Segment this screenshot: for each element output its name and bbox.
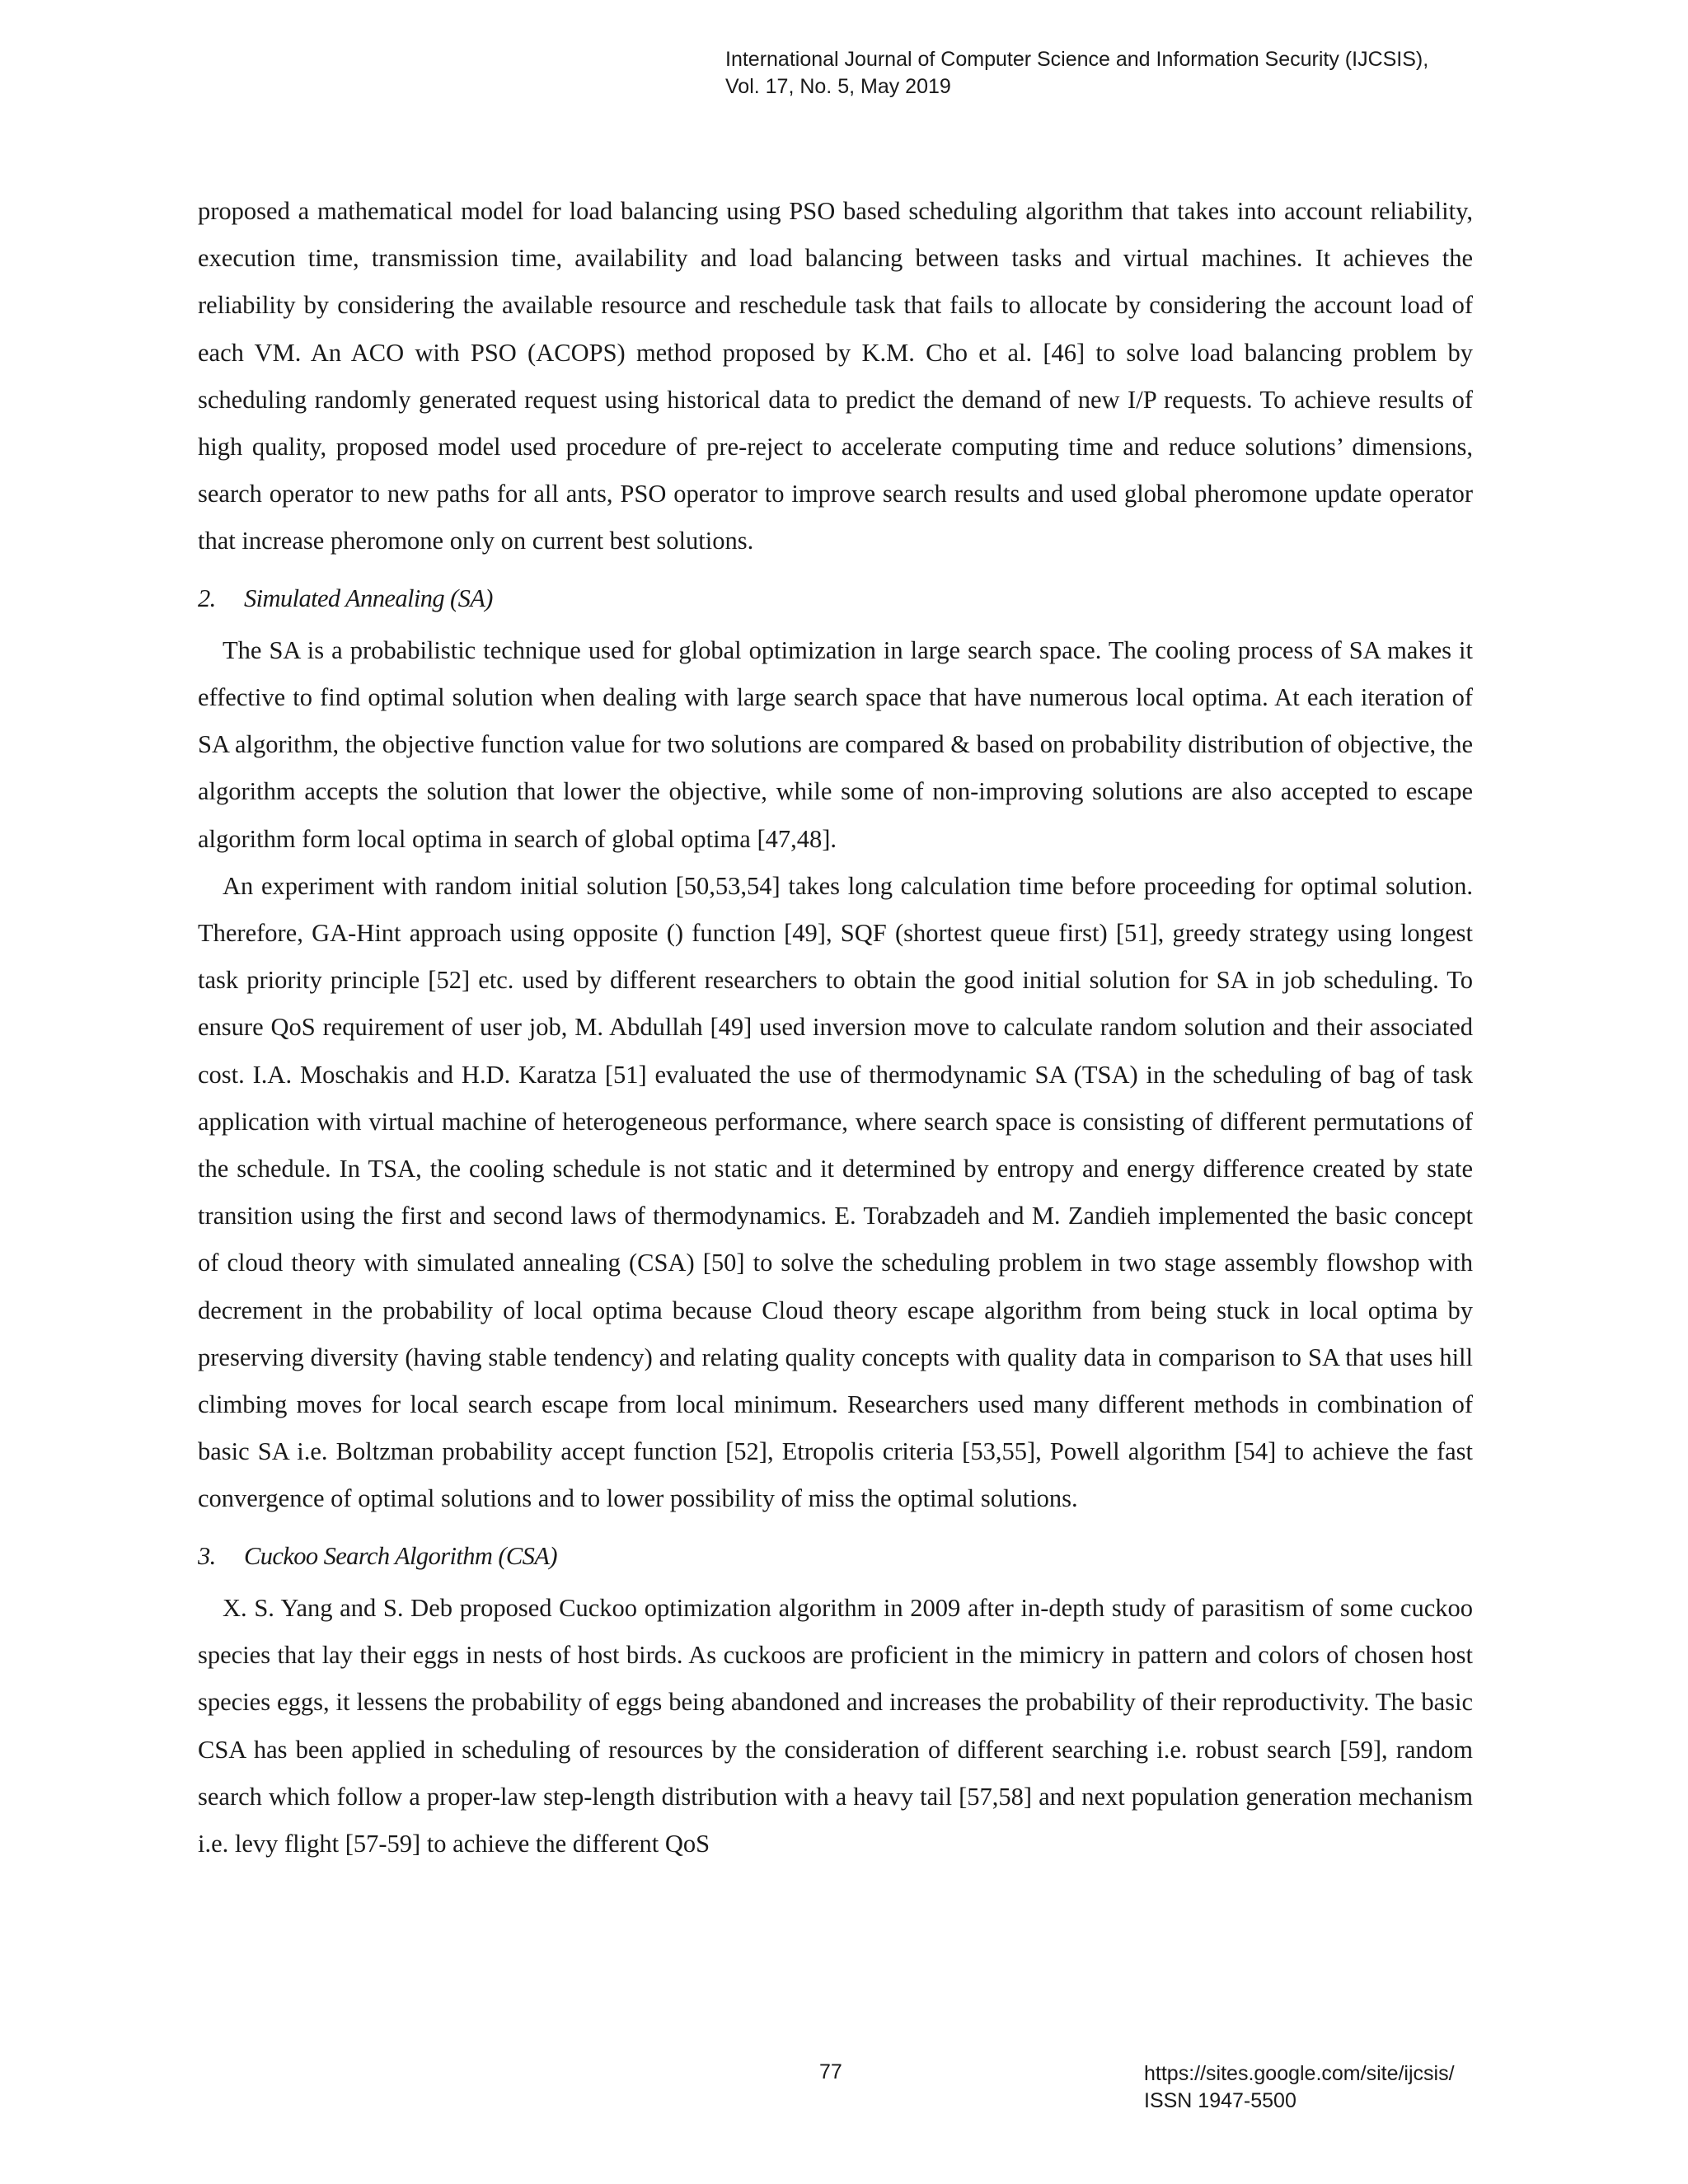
paragraph-csa-1: X. S. Yang and S. Deb proposed Cuckoo optimization algorithm in 2009 after in-depth study of parasitism of some cuckoo species that lay their eggs in nests of host birds. As cuckoos are proficient in the mimicry in pattern and colors of chosen host species eggs, it lessens the probability of eggs being abandoned and increases the probability of their reproductivity. The basic CSA has been applied in scheduling of resources by the consideration of different searching i.e. robust search [59], random search which follow a proper-law step-length distribution with a heavy tail [57,58] and next population generation mechanism i.e. levy flight [57-59] to achieve the different QoS: [198, 1593, 1473, 1858]
section-title: Cuckoo Search Algorithm (CSA): [244, 1541, 557, 1570]
paragraph-intro: proposed a mathematical model for load balancing using PSO based scheduling algorithm that takes into account reliability, execution time, transmission time, availability and load balancing between tasks and virtual machines. It achieves the reliability by considering the available resource and reschedule task that fails to allocate by considering the account load of each VM. An ACO with PSO (ACOPS) method proposed by K.M. Cho et al. [46] to solve load balancing problem by scheduling randomly generated request using historical data to predict the demand of new I/P requests. To achieve results of high quality, proposed model used procedure of pre-reject to accelerate computing time and reduce solutions’ dimensions, search operator to new paths for all ants, PSO operator to improve search results and used global pheromone update operator that increase pheromone only on current best solutions.: [198, 197, 1473, 555]
section-number: 3.: [198, 1541, 216, 1570]
section-heading-sa: [198, 575, 1473, 622]
journal-title: International Journal of Computer Science and Information Security (IJCSIS),: [725, 48, 1429, 71]
journal-header: [725, 46, 1428, 101]
paragraph-sa-1: The SA is a probabilistic technique used for global optimization in large search space. The cooling process of SA makes it effective to find optimal solution when dealing with large search space that have numerous local optima. At each iteration of SA algorithm, the objective function value for two solutions are compared & based on probability distribution of objective, the algorithm accepts the solution that lower the objective, while some of non-improving solutions are also accepted to escape algorithm form local optima in search of global optima [47,48].: [198, 635, 1473, 853]
section-title: Simulated Annealing (SA): [244, 583, 493, 612]
footer-info: [1144, 2060, 1455, 2115]
section-heading-csa: [198, 1533, 1473, 1580]
footer-url: https://sites.google.com/site/ijcsis/: [1144, 2062, 1455, 2085]
section-number: 2.: [198, 583, 216, 612]
article-body: [198, 188, 1473, 1868]
paragraph-sa-2: An experiment with random initial solution [50,53,54] takes long calculation time before proceeding for optimal solution. Therefore, GA-Hint approach using opposite () function [49], SQF (shortest queue first) [51], greedy strategy using longest task priority principle [52] etc. used by different researchers to obtain the good initial solution for SA in job scheduling. To ensure QoS requirement of user job, M. Abdullah [49] used inversion move to calculate random solution and their associated cost. I.A. Moschakis and H.D. Karatza [51] evaluated the use of thermodynamic SA (TSA) in the scheduling of bag of task application with virtual machine of heterogeneous performance, where search space is consisting of different permutations of the schedule. In TSA, the cooling schedule is not static and it determined by entropy and energy difference created by state transition using the first and second laws of thermodynamics. E. Torabzadeh and M. Zandieh implemented the basic concept of cloud theory with simulated annealing (CSA) [50] to solve the scheduling problem in two stage assembly flowshop with decrement in the probability of local optima because Cloud theory escape algorithm from being stuck in local optima by preserving diversity (having stable tendency) and relating quality concepts with quality data in comparison to SA that uses hill climbing moves for local search escape from local minimum. Researchers used many different methods in combination of basic SA i.e. Boltzman probability accept function [52], Etropolis criteria [53,55], Powell algorithm [54] to achieve the fast convergence of optimal solutions and to lower possibility of miss the optimal solutions.: [198, 871, 1473, 1513]
page-number: 77: [819, 2060, 842, 2083]
footer-issn: ISSN 1947-5500: [1144, 2089, 1296, 2112]
journal-volume: Vol. 17, No. 5, May 2019: [725, 75, 951, 98]
